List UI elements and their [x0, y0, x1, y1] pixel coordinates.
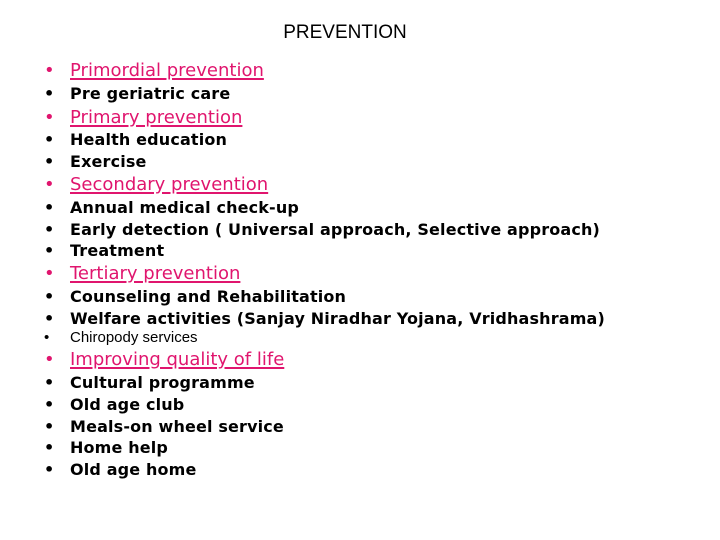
- list-item-text: Chiropody services: [70, 329, 198, 346]
- list-item-text: Old age club: [70, 395, 185, 414]
- bullet-icon: •: [44, 107, 55, 128]
- section-heading-text: Secondary prevention: [70, 174, 269, 195]
- section-heading-text: Primary prevention: [70, 107, 243, 128]
- bullet-icon: •: [44, 349, 55, 370]
- bullet-icon: •: [44, 152, 55, 171]
- list-item-text: Treatment: [70, 241, 165, 260]
- bullet-icon: •: [44, 241, 55, 260]
- bullet-icon: •: [44, 460, 55, 479]
- page-title: PREVENTION: [283, 22, 407, 43]
- list-item-text: Home help: [70, 438, 169, 457]
- bullet-icon: •: [44, 220, 55, 239]
- bullet-icon: •: [44, 395, 55, 414]
- bullet-icon: •: [44, 84, 55, 103]
- section-heading-text: Primordial prevention: [70, 60, 264, 81]
- list-item-text: Early detection ( Universal approach, Selective approach): [70, 220, 600, 239]
- list-item-text: Counseling and Rehabilitation: [70, 287, 347, 306]
- list-item-text: Annual medical check-up: [70, 198, 299, 217]
- section-heading-text: Tertiary prevention: [70, 263, 241, 284]
- list-item-text: Exercise: [70, 152, 147, 171]
- list-item-text: Meals-on wheel service: [70, 417, 284, 436]
- list-item-text: Cultural programme: [70, 373, 255, 392]
- list-item-text: Welfare activities (Sanjay Niradhar Yojana, Vridhashrama): [70, 309, 605, 328]
- bullet-icon: •: [44, 198, 55, 217]
- bullet-icon: •: [44, 174, 55, 195]
- section-heading-text: Improving quality of life: [70, 349, 285, 370]
- bullet-icon: •: [44, 60, 55, 81]
- bullet-icon: •: [44, 417, 55, 436]
- list-item-text: Health education: [70, 130, 228, 149]
- list-item-text: Pre geriatric care: [70, 84, 231, 103]
- bullet-icon: •: [44, 329, 50, 346]
- bullet-icon: •: [44, 438, 55, 457]
- list-item-text: Old age home: [70, 460, 197, 479]
- bullet-icon: •: [44, 309, 55, 328]
- bullet-icon: •: [44, 263, 55, 284]
- bullet-icon: •: [44, 130, 55, 149]
- bullet-icon: •: [44, 373, 55, 392]
- bullet-icon: •: [44, 287, 55, 306]
